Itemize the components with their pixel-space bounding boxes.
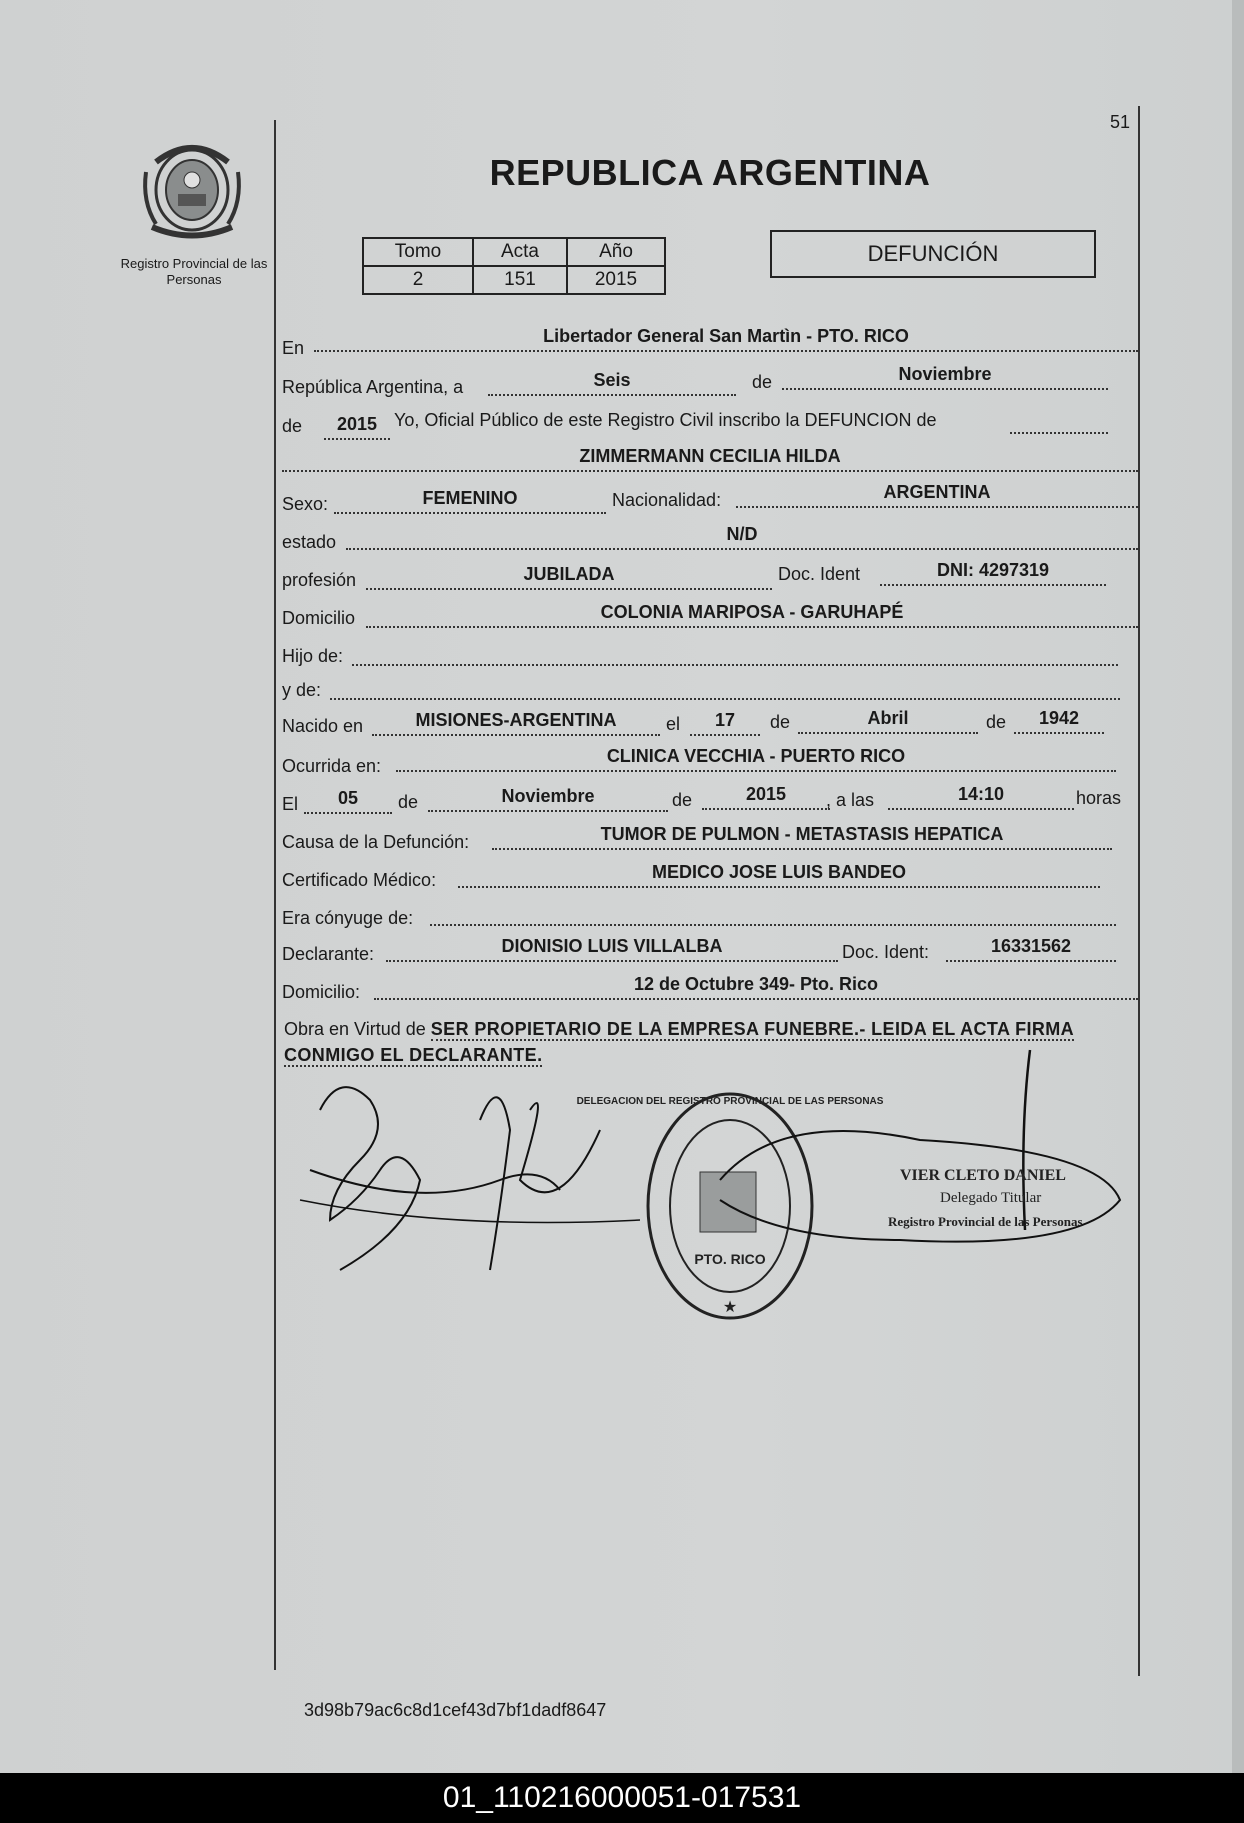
profesion-field: JUBILADA — [366, 564, 772, 590]
domicilio2-label: Domicilio: — [282, 982, 361, 1002]
stamp-star-icon: ★ — [722, 1299, 738, 1316]
doc2-field: 16331562 — [946, 936, 1116, 962]
registry-table — [362, 237, 666, 295]
de-label-6: de — [672, 790, 693, 810]
nac-dia-field: 17 — [690, 710, 760, 736]
nacido-label: Nacido en — [282, 716, 364, 736]
tomo-value: 2 — [363, 266, 473, 294]
certificado-label: Certificado Médico: — [282, 870, 437, 890]
def-anio-field: 2015 — [702, 784, 830, 810]
official-office: Registro Provincial de las Personas — [888, 1214, 1083, 1229]
nombre-field: ZIMMERMANN CECILIA HILDA — [282, 446, 1138, 472]
de-label-1: de — [752, 372, 773, 392]
sexo-label: Sexo: — [282, 494, 329, 514]
el2-label: El — [282, 794, 299, 814]
estado-field: N/D — [346, 524, 1138, 550]
def-mes-field: Noviembre — [428, 786, 668, 812]
yde-field — [330, 674, 1120, 700]
causa-label: Causa de la Defunción: — [282, 832, 470, 852]
de-label-3: de — [770, 712, 791, 732]
declarante-field: DIONISIO LUIS VILLALBA — [386, 936, 838, 962]
obra-label: Obra en Virtud de — [284, 1019, 426, 1039]
official-name: VIER CLETO DANIEL — [900, 1167, 1066, 1184]
stamp-center-text: PTO. RICO — [694, 1251, 766, 1267]
lugar-field: Libertador General San Martìn - PTO. RICO — [314, 326, 1138, 352]
stamp-ring-text: DELEGACION DEL REGISTRO PROVINCIAL DE LAS PERSONAS — [576, 1096, 884, 1107]
dia-field: Seis — [488, 370, 736, 396]
nacionalidad-field: ARGENTINA — [736, 482, 1138, 508]
hijo-label: Hijo de: — [282, 646, 344, 666]
causa-field: TUMOR DE PULMON - METASTASIS HEPATICA — [492, 824, 1112, 850]
document-hash: 3d98b79ac6c8d1cef43d7bf1dadf8647 — [304, 1700, 607, 1720]
footer-id-bar: 01_110216000051-017531 — [0, 1773, 1244, 1823]
sexo-field: FEMENINO — [334, 488, 606, 514]
republica-label: República Argentina, a — [282, 377, 464, 397]
anio-header: Año — [567, 238, 665, 266]
ocurrida-field: CLINICA VECCHIA - PUERTO RICO — [396, 746, 1116, 772]
record-type-box: DEFUNCIÓN — [770, 230, 1096, 278]
nac-mes-field: Abril — [798, 708, 978, 734]
anio-field: 2015 — [324, 414, 390, 440]
conyuge-label: Era cónyuge de: — [282, 908, 414, 928]
page-number: 51 — [1110, 112, 1131, 132]
oficial-text: Yo, Oficial Público de este Registro Civil inscribo la DEFUNCION de — [394, 410, 937, 430]
obra-field: SER PROPIETARIO DE LA EMPRESA FUNEBRE.- LEIDA EL ACTA FIRMA CONMIGO EL DECLARANTE. — [284, 1019, 1075, 1065]
estado-label: estado — [282, 532, 337, 552]
def-dia-field: 05 — [304, 788, 392, 814]
domicilio2-field: 12 de Octubre 349- Pto. Rico — [374, 974, 1138, 1000]
anio-value: 2015 — [567, 266, 665, 294]
declarante-label: Declarante: — [282, 944, 375, 964]
tomo-header: Tomo — [363, 238, 473, 266]
official-role: Delegado Titular — [940, 1190, 1042, 1206]
yde-label: y de: — [282, 680, 322, 700]
ocurrida-label: Ocurrida en: — [282, 756, 382, 776]
domicilio-label: Domicilio — [282, 608, 356, 628]
en-label: En — [282, 338, 305, 358]
right-margin-rule — [1138, 106, 1140, 1676]
de-label-2: de — [282, 416, 303, 436]
logo-caption: Registro Provincial de las Personas — [120, 256, 268, 287]
hora-field: 14:10 — [888, 784, 1074, 810]
horas-label: horas — [1076, 788, 1122, 808]
nacionalidad-label: Nacionalidad: — [612, 490, 722, 510]
el-label: el — [666, 714, 681, 734]
nac-anio-field: 1942 — [1014, 708, 1104, 734]
acta-value: 151 — [473, 266, 567, 294]
page-edge — [1232, 0, 1244, 1773]
document-title: REPUBLICA ARGENTINA — [489, 152, 931, 193]
mes-field: Noviembre — [782, 364, 1108, 390]
hijo-field — [352, 640, 1118, 666]
oficial-trailing-field — [1010, 408, 1108, 434]
nacido-lugar-field: MISIONES-ARGENTINA — [372, 710, 660, 736]
profesion-label: profesión — [282, 570, 357, 590]
doc-label: Doc. Ident — [778, 564, 861, 584]
de-label-4: de — [986, 712, 1007, 732]
provincial-seal-icon — [142, 132, 242, 242]
de-label-5: de — [398, 792, 419, 812]
acta-header: Acta — [473, 238, 567, 266]
doc2-label: Doc. Ident: — [842, 942, 930, 962]
doc-field: DNI: 4297319 — [880, 560, 1106, 586]
official-signature — [720, 1050, 1140, 1280]
conyuge-field — [430, 900, 1116, 926]
domicilio-field: COLONIA MARIPOSA - GARUHAPÉ — [366, 602, 1138, 628]
certificado-field: MEDICO JOSE LUIS BANDEO — [458, 862, 1100, 888]
alas-label: , a las — [826, 790, 875, 810]
left-margin-rule — [274, 120, 276, 1670]
